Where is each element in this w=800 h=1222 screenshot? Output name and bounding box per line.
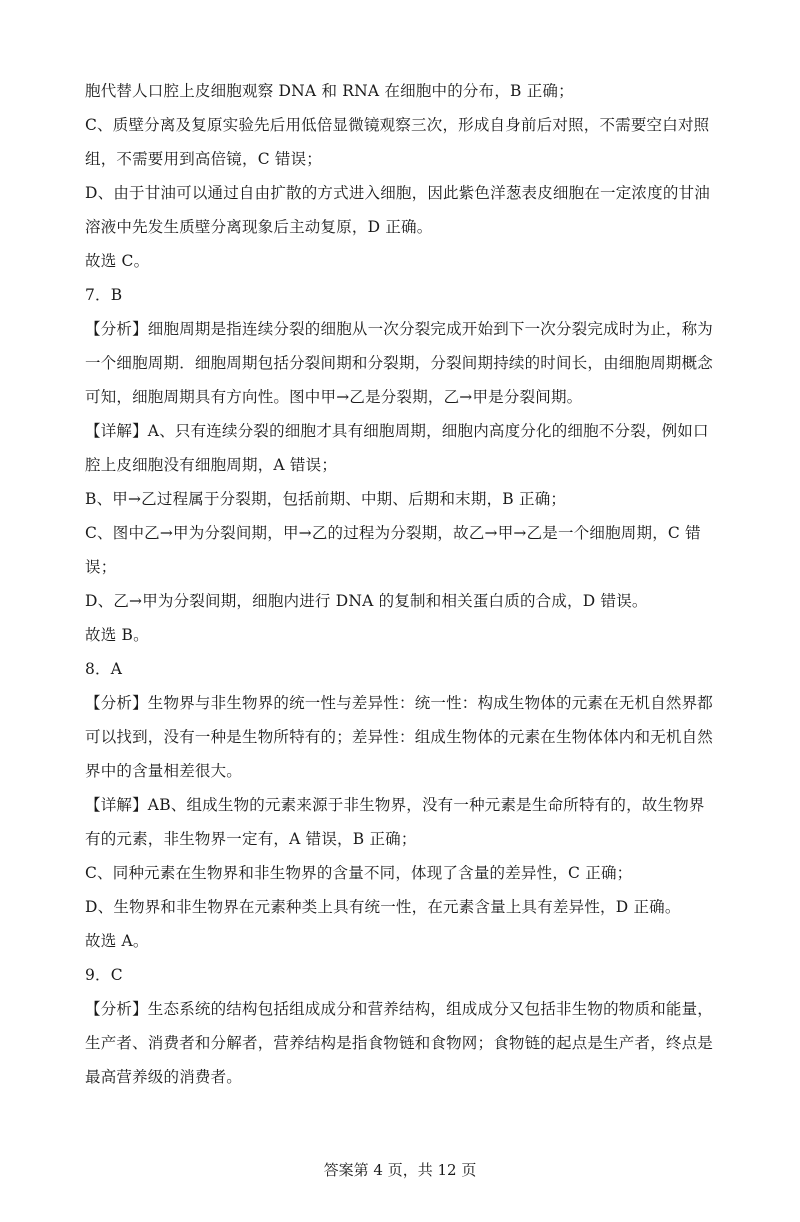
text-line: D、由于甘油可以通过自由扩散的方式进入细胞，因此紫色洋葱表皮细胞在一定浓度的甘油 bbox=[85, 184, 710, 202]
explanation-line: 【详解】A、只有连续分裂的细胞才具有细胞周期，细胞内高度分化的细胞不分裂，例如口 bbox=[85, 422, 709, 440]
answer-conclusion: 故选 B。 bbox=[85, 626, 149, 644]
analysis-line: 【分析】细胞周期是指连续分裂的细胞从一次分裂完成开始到下一次分裂完成时为止，称为 bbox=[85, 320, 714, 338]
text-line: 可以找到，没有一种是生物所特有的；差异性：组成生物体的元素在生物体体内和无机自然 bbox=[85, 728, 714, 746]
text-line: 界中的含量相差很大。 bbox=[85, 762, 243, 780]
text-line: 组，不需要用到高倍镜，C 错误； bbox=[85, 150, 322, 168]
text-line: 溶液中先发生质壁分离现象后主动复原，D 正确。 bbox=[85, 218, 433, 236]
text-line: 可知，细胞周期具有方向性。图中甲→乙是分裂期，乙→甲是分裂间期。 bbox=[85, 388, 583, 406]
explanation-line: 【详解】AB、组成生物的元素来源于非生物界，没有一种元素是生命所特有的，故生物界 bbox=[85, 796, 705, 814]
question-number: 7．B bbox=[85, 286, 123, 304]
text-line: 生产者、消费者和分解者，营养结构是指食物链和食物网；食物链的起点是生产者，终点是 bbox=[85, 1034, 714, 1052]
text-line: 一个细胞周期．细胞周期包括分裂间期和分裂期，分裂间期持续的时间长，由细胞周期概念 bbox=[85, 354, 714, 372]
question-number: 8．A bbox=[85, 660, 123, 678]
text-line: 有的元素，非生物界一定有，A 错误，B 正确； bbox=[85, 830, 417, 848]
text-line: 最高营养级的消费者。 bbox=[85, 1068, 243, 1086]
text-line: B、甲→乙过程属于分裂期，包括前期、中期、后期和末期，B 正确； bbox=[85, 490, 567, 508]
text-line: D、乙→甲为分裂间期，细胞内进行 DNA 的复制和相关蛋白质的合成，D 错误。 bbox=[85, 592, 648, 610]
analysis-line: 【分析】生物界与非生物界的统一性与差异性：统一性：构成生物体的元素在无机自然界都 bbox=[85, 694, 714, 712]
answer-page-body bbox=[85, 80, 725, 1100]
text-line: C、质壁分离及复原实验先后用低倍显微镜观察三次，形成自身前后对照，不需要空白对照 bbox=[85, 116, 710, 134]
question-number: 9．C bbox=[85, 966, 123, 984]
analysis-line: 【分析】生态系统的结构包括组成成分和营养结构，组成成分又包括非生物的物质和能量， bbox=[85, 1000, 714, 1018]
text-line: 胞代替人口腔上皮细胞观察 DNA 和 RNA 在细胞中的分布，B 正确； bbox=[85, 82, 574, 100]
text-line: 误； bbox=[85, 558, 117, 576]
page-footer: 答案第 4 页，共 12 页 bbox=[323, 1161, 477, 1179]
text-line: 腔上皮细胞没有细胞周期，A 错误； bbox=[85, 456, 338, 474]
text-line: C、图中乙→甲为分裂间期，甲→乙的过程为分裂期，故乙→甲→乙是一个细胞周期，C 错 bbox=[85, 524, 701, 542]
text-line: D、生物界和非生物界在元素种类上具有统一性，在元素含量上具有差异性，D 正确。 bbox=[85, 898, 681, 916]
text-line: C、同种元素在生物界和非生物界的含量不同，体现了含量的差异性，C 正确； bbox=[85, 864, 633, 882]
answer-conclusion: 故选 C。 bbox=[85, 252, 150, 270]
answer-conclusion: 故选 A。 bbox=[85, 932, 149, 950]
